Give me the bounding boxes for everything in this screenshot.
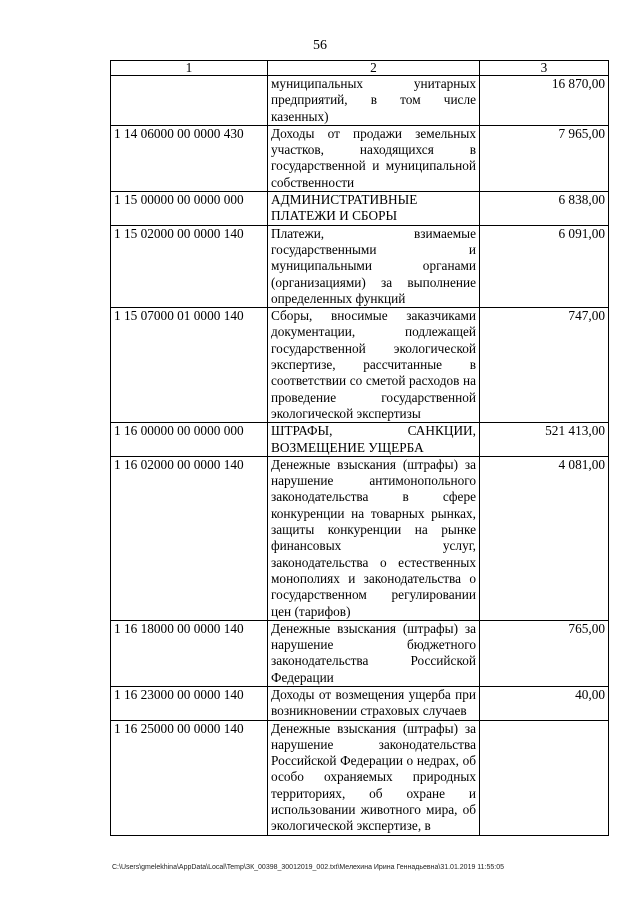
- row-amount: 747,00: [480, 308, 609, 423]
- row-name: Доходы от возмещения ущерба при возникновении страховых случаев: [268, 686, 480, 720]
- table-row: [111, 76, 609, 126]
- table-row: [111, 456, 609, 620]
- row-code: 1 16 18000 00 0000 140: [111, 620, 268, 686]
- table-row: [111, 225, 609, 307]
- row-code: 1 16 23000 00 0000 140: [111, 686, 268, 720]
- row-name: Денежные взыскания (штрафы) за нарушение антимонопольного законодательства в сфере конкуренции на товарных рынках, защиты конкуренции на рынке финансовых услуг, законодательства о естественных монополиях и законодательства о государственном регулировании цен (тарифов): [268, 456, 480, 620]
- table-row: [111, 192, 609, 226]
- row-code: 1 16 00000 00 0000 000: [111, 423, 268, 457]
- row-code: [111, 76, 268, 126]
- row-name: ШТРАФЫ, САНКЦИИ, ВОЗМЕЩЕНИЕ УЩЕРБА: [268, 423, 480, 457]
- row-amount: 40,00: [480, 686, 609, 720]
- row-name: Платежи, взимаемые государственными и муниципальными органами (организациями) за выполнение определенных функций: [268, 225, 480, 307]
- row-name: Доходы от продажи земельных участков, находящихся в государственной и муниципальной собственности: [268, 125, 480, 191]
- row-amount: 521 413,00: [480, 423, 609, 457]
- row-amount: 4 081,00: [480, 456, 609, 620]
- row-code: 1 15 00000 00 0000 000: [111, 192, 268, 226]
- row-amount: [480, 720, 609, 835]
- table-row: [111, 125, 609, 191]
- row-code: 1 14 06000 00 0000 430: [111, 125, 268, 191]
- table-row: [111, 686, 609, 720]
- row-code: 1 15 02000 00 0000 140: [111, 225, 268, 307]
- row-amount: 7 965,00: [480, 125, 609, 191]
- budget-table: [110, 60, 609, 836]
- table-row: [111, 720, 609, 835]
- row-name: Денежные взыскания (штрафы) за нарушение бюджетного законодательства Российской Федерации: [268, 620, 480, 686]
- row-amount: 6 091,00: [480, 225, 609, 307]
- table-row: [111, 620, 609, 686]
- table-header-row: [111, 61, 609, 76]
- column-header-1: 1: [111, 61, 268, 76]
- row-name: муниципальных унитарных предприятий, в том числе казенных): [268, 76, 480, 126]
- column-header-2: 2: [268, 61, 480, 76]
- page-number: 56: [313, 38, 327, 53]
- row-code: 1 15 07000 01 0000 140: [111, 308, 268, 423]
- column-header-3: 3: [480, 61, 609, 76]
- row-name: Сборы, вносимые заказчиками документации, подлежащей государственной экологической экспертизе, рассчитанные в соответствии со сметой расходов на проведение государственной экологической экспертизы: [268, 308, 480, 423]
- row-amount: 765,00: [480, 620, 609, 686]
- row-code: 1 16 02000 00 0000 140: [111, 456, 268, 620]
- table-row: [111, 308, 609, 423]
- row-name: АДМИНИСТРАТИВНЫЕ ПЛАТЕЖИ И СБОРЫ: [268, 192, 480, 226]
- table-row: [111, 423, 609, 457]
- row-name: Денежные взыскания (штрафы) за нарушение законодательства Российской Федерации о недрах, об особо охраняемых природных территориях, об охране и использовании животного мира, об экологической экспертизе, в: [268, 720, 480, 835]
- row-code: 1 16 25000 00 0000 140: [111, 720, 268, 835]
- file-path-footer: C:\Users\gmelekhina\AppData\Local\Temp\ЗК_00398_30012019_002.txt\Мелехина Ирина Геннадьевна\31.01.2019 11:55:05: [112, 864, 505, 871]
- row-amount: 6 838,00: [480, 192, 609, 226]
- row-amount: 16 870,00: [480, 76, 609, 126]
